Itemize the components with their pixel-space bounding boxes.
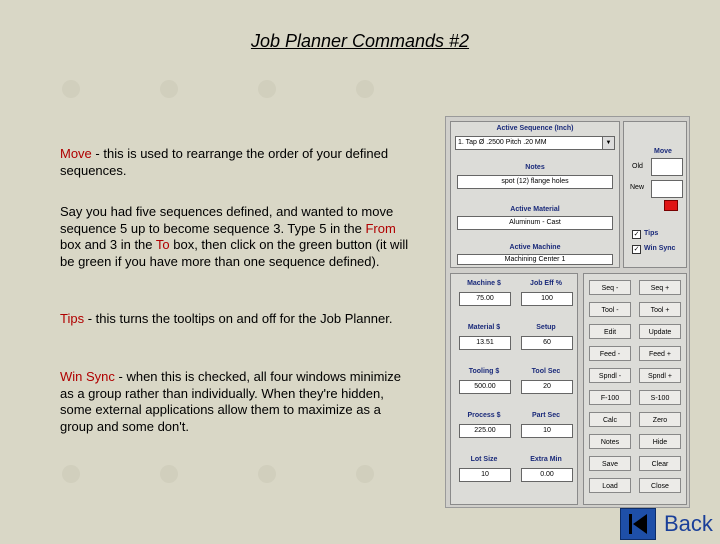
winsync-text: - when this is checked, all four windows minimize as a group rather than individually. When they're hidden, some external applications allow them to maximize as a group and some don't.: [60, 369, 402, 434]
command-buttons-group: [583, 273, 687, 505]
notes-field[interactable]: spot (12) flange holes: [457, 175, 613, 189]
command-button[interactable]: Notes: [589, 434, 631, 449]
winsync-keyword: Win Sync: [60, 369, 115, 384]
command-button[interactable]: S-100: [639, 390, 681, 405]
command-button[interactable]: Seq -: [589, 280, 631, 295]
move-label: Move: [654, 148, 672, 155]
page-title: Job Planner Commands #2: [250, 31, 470, 51]
winsync-checkbox[interactable]: ✓: [633, 246, 640, 253]
command-button[interactable]: Close: [639, 478, 681, 493]
old-field[interactable]: [651, 158, 683, 176]
active-machine-label: Active Machine: [509, 244, 561, 251]
move-group: [623, 121, 687, 268]
background-dot: [62, 465, 80, 483]
field-label: Material $: [467, 324, 501, 331]
active-material-field[interactable]: Aluminum - Cast: [457, 216, 613, 230]
tips-text-2: .: [388, 311, 393, 326]
old-label: Old: [632, 163, 643, 170]
back-label: Back: [664, 511, 713, 536]
active-sequence-select[interactable]: 1. Tap Ø .2500 Pitch .20 MM: [455, 136, 609, 150]
command-button[interactable]: Spndl -: [589, 368, 631, 383]
field-label: Part Sec: [531, 412, 561, 419]
dropdown-arrow-icon[interactable]: ▼: [602, 136, 615, 150]
command-button[interactable]: Zero: [639, 412, 681, 427]
background-dot: [160, 465, 178, 483]
field-input[interactable]: 13.51: [459, 336, 511, 350]
example-text-3: box, then click on the green button (it will be green if you have more than one sequence defined).: [60, 237, 409, 269]
background-dot: [160, 80, 178, 98]
job-planner-name: Job Planner: [320, 311, 389, 326]
field-input[interactable]: 100: [521, 292, 573, 306]
command-button[interactable]: F-100: [589, 390, 631, 405]
background-dot: [356, 80, 374, 98]
field-input[interactable]: 225.00: [459, 424, 511, 438]
tips-keyword: Tips: [60, 311, 85, 326]
command-button[interactable]: Tool -: [589, 302, 631, 317]
tips-checkbox[interactable]: ✓: [633, 231, 640, 238]
background-dot: [62, 80, 80, 98]
command-button[interactable]: Load: [589, 478, 631, 493]
notes-label: Notes: [525, 164, 545, 171]
command-button[interactable]: Feed -: [589, 346, 631, 361]
field-label: Tool Sec: [531, 368, 561, 375]
move-go-button[interactable]: [664, 200, 678, 211]
tips-paragraph: [60, 311, 415, 328]
active-material-label: Active Material: [510, 206, 560, 213]
command-button[interactable]: Seq +: [639, 280, 681, 295]
to-keyword: To: [155, 237, 170, 252]
field-label: Extra Min: [530, 456, 562, 463]
job-planner-panel: [445, 116, 690, 508]
active-sequence-label: Active Sequence (Inch): [496, 125, 574, 132]
field-input[interactable]: 20: [521, 380, 573, 394]
field-input[interactable]: 500.00: [459, 380, 511, 394]
new-field[interactable]: [651, 180, 683, 198]
field-input[interactable]: 75.00: [459, 292, 511, 306]
move-text: - this is used to rearrange the order of your defined sequences.: [60, 146, 389, 178]
new-label: New: [630, 184, 645, 191]
back-arrow-icon: [620, 508, 656, 540]
command-button[interactable]: Edit: [589, 324, 631, 339]
field-input[interactable]: 10: [521, 424, 573, 438]
field-label: Tooling $: [468, 368, 500, 375]
tips-text-1: - this turns the tooltips on and off for the: [84, 311, 321, 326]
from-keyword: From: [365, 220, 396, 236]
background-dot: [258, 80, 276, 98]
field-label: Setup: [536, 324, 556, 331]
example-paragraph: [60, 204, 415, 270]
command-button[interactable]: Tool +: [639, 302, 681, 317]
example-text-2: box and 3 in the: [60, 237, 156, 252]
background-dot: [258, 465, 276, 483]
move-paragraph: [60, 146, 415, 179]
active-machine-field[interactable]: Machining Center 1: [457, 254, 613, 265]
field-input[interactable]: 60: [521, 336, 573, 350]
command-button[interactable]: Hide: [639, 434, 681, 449]
field-label: Job Eff %: [530, 280, 562, 287]
cost-group: [450, 273, 578, 505]
field-input[interactable]: 0.00: [521, 468, 573, 482]
example-text-1: Say you had five sequences defined, and wanted to move sequence 5 up to become sequence 3. Type 5 in the: [60, 204, 394, 236]
command-button[interactable]: Feed +: [639, 346, 681, 361]
back-button[interactable]: [620, 508, 713, 540]
field-label: Lot Size: [470, 456, 498, 463]
field-label: Process $: [467, 412, 501, 419]
winsync-checkbox-label: Win Sync: [644, 245, 676, 252]
command-button[interactable]: Save: [589, 456, 631, 471]
move-keyword: Move: [60, 146, 92, 161]
winsync-paragraph: [60, 369, 415, 435]
command-button[interactable]: Calc: [589, 412, 631, 427]
field-label: Machine $: [467, 280, 501, 287]
active-info-group: [450, 121, 620, 268]
background-dot: [356, 465, 374, 483]
command-button[interactable]: Update: [639, 324, 681, 339]
field-input[interactable]: 10: [459, 468, 511, 482]
command-button[interactable]: Clear: [639, 456, 681, 471]
tips-checkbox-label: Tips: [644, 230, 659, 237]
command-button[interactable]: Spndl +: [639, 368, 681, 383]
